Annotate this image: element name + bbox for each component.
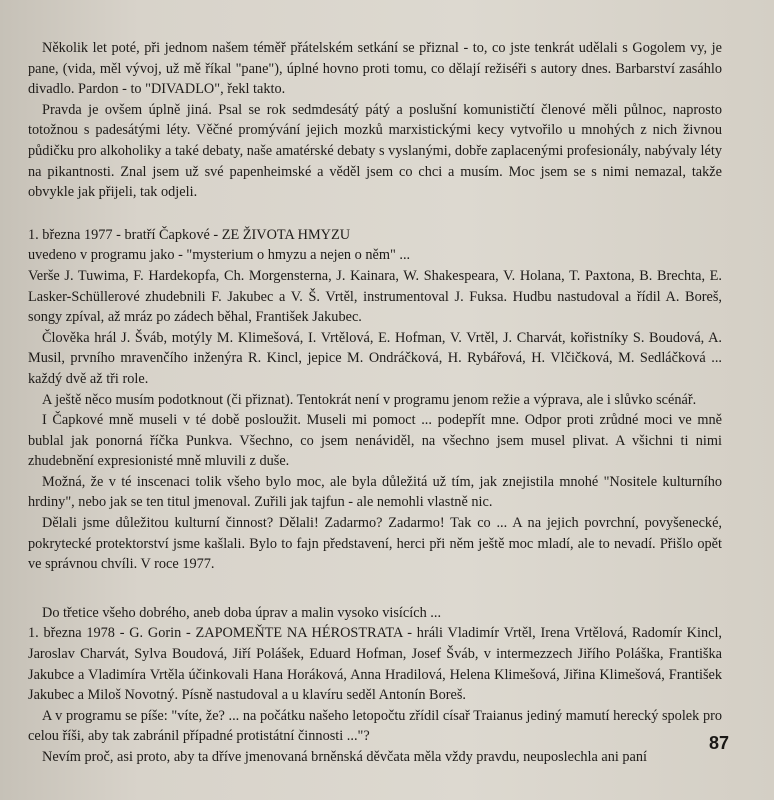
paragraph: uvedeno v programu jako - "mysterium o hmyzu a nejen o něm" ... xyxy=(28,247,411,264)
paragraph: Několik let poté, při jednom našem téměř přátelském setkání se přiznal - to, co jste tenkrát udělali s Gogolem vy, je pane, (vida, měl vývoj, už mě říkal "pane"), úplné hovno proti tomu, co dělají režiséři s autory dnes. Barbarství zasáhlo divadlo. Pardon - to "DIVADLO", řekl takto. xyxy=(28,40,722,98)
paragraph-text: - hráli Vladimír Vrtěl, Irena Vrtělová, Radomír Kincl, Jaroslav Charvát, Sylva Boudová, Jiří Polášek, Eduard Hofman, Josef Šváb, v intermezzech Jiřího Poláška, Františka Jakubce a Vladimíra Vrtěla účinkovali Hana Horáková, Anna Hradilová, Helena Klimešová, Jiřina Klimešová, František Jakubec a Miloš Novotný. Písně nastudoval a u klavíru seděl Antonín Boreš. xyxy=(28,625,722,704)
section-heading: 1. března 1977 - bratří Čapkové - ZE ŽIVOTA HMYZU xyxy=(28,226,351,243)
page-number: 87 xyxy=(709,733,730,753)
text-column xyxy=(28,38,722,768)
paragraph: I Čapkové mně museli v té době posloužit. Museli mi pomoct ... podepřít mne. Odpor proti zrůdné moci ve mně bublal jak ponorná říčka Punkva. Všechno, co jsem nenáviděl, na všechno jsem musel plivat. A všichni ti nimi zhudebnění expresionisté mně mluvili z duše. xyxy=(28,412,722,470)
paragraph: A v programu se píše: "víte, že? ... na počátku našeho letopočtu zřídil císař Traianus jediný mamutí herecký spolek pro celou říši, aby tak zabránil případné protistátní činnosti ..."? xyxy=(28,707,722,745)
paragraph xyxy=(28,623,722,705)
paragraph: Nevím proč, asi proto, aby ta dříve jmenovaná brněnská děvčata měla vždy pravdu, neuposlechla ani paní xyxy=(42,749,648,765)
paragraph: Pravda je ovšem úplně jiná. Psal se rok sedmdesátý pátý a poslušní komunističtí členové měli půlnoc, naprosto totožnou s padesátými léty. Věčné promývání jejich mozků marxistickými kecy vytvořilo u mnohých z nich živnou půdičku pro alkoholiky a také debaty, naše amatérské debaty s vyslanými, dobře zaplacenými profesionály, nabývaly léty na pikantnosti. Znal jsem už své papenheimské a věděl jsem co chci a musím. Moc jsem se s nimi nemazal, takže obvykle jak přijeli, tak odjeli. xyxy=(28,101,722,201)
paragraph: Do třetice všeho dobrého, aneb doba úprav a malin vysoko visících ... xyxy=(42,604,442,621)
paragraph: Dělali jsme důležitou kulturní činnost? Dělali! Zadarmo? Zadarmo! Tak co ... A na jejich povrchní, povyšenecké, pokrytecké protektorství jsme kašlali. Bylo to fajn představení, herci při něm ještě moc mladí, ale to nevadí. Přišlo opět ve správnou chvíli. V roce 1977. xyxy=(28,515,722,573)
paragraph: Verše J. Tuwima, F. Hardekopfa, Ch. Morgensterna, J. Kainara, W. Shakespeara, V. Holana, T. Paxtona, B. Brechta, E. Lasker-Schüllerové zhudebnili F. Jakubec a V. Š. Vrtěl, instrumentoval J. Fuksa. Hudbu nastudoval a řídil A. Boreš, songy zpíval, až mráz po zádech běhal, František Jakubec. xyxy=(28,267,722,326)
paragraph: Člověka hrál J. Šváb, motýly M. Klimešová, I. Vrtělová, E. Hofman, V. Vrtěl, J. Charvát, kořistníky S. Boudová, A. Musil, prvního mravenčího inženýra R. Kincl, jepice M. Ondráčková, H. Rybářová, H. Vlčičková, M. Sedláčková ... každý dvě až tři role. xyxy=(28,329,722,387)
section-heading: 1. března 1978 - G. Gorin - ZAPOMEŇTE NA HÉROSTRATA xyxy=(28,625,403,642)
paragraph: A ještě něco musím podotknout (či přiznat). Tentokrát není v programu jenom režie a výprava, ale i slůvko scénář. xyxy=(42,391,697,408)
paragraph: Možná, že v té inscenaci tolik všeho bylo moc, ale byla důležitá už tím, jak znejistila mnohé "Nositele kulturního hrdiny", nebo jak se ten titul jmenoval. Zuřili jak tajfun - ale nemohli vlastně nic. xyxy=(28,473,722,511)
section-gap xyxy=(28,203,722,225)
section-gap xyxy=(28,575,722,603)
